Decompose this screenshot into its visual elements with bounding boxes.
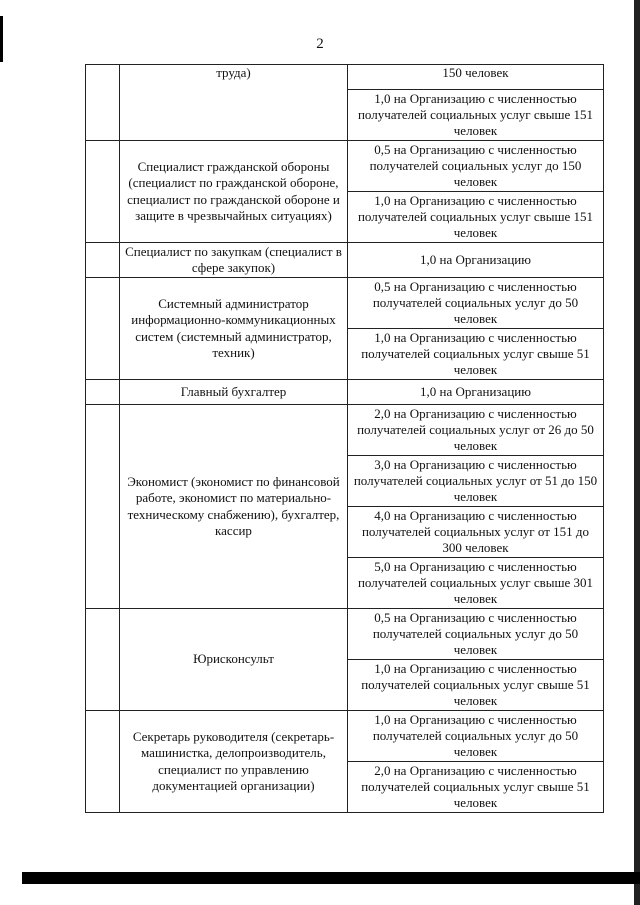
norm-text: 0,5 на Организацию с численностью получателей социальных услуг до 50 человек — [372, 278, 579, 327]
number-cell — [86, 609, 120, 711]
position-cell — [120, 243, 348, 278]
table-row — [86, 65, 604, 90]
number-cell — [86, 65, 120, 141]
scan-bottom-border — [22, 872, 640, 884]
position-name: Специалист гражданской обороны (специалист по гражданской обороне, специалист по гражданской обороне и защите в чрезвычайных ситуациях) — [127, 158, 340, 223]
norm-cell — [348, 380, 604, 405]
norm-text: 0,5 на Организацию с численностью получателей социальных услуг до 50 человек — [372, 609, 579, 658]
norm-text: 1,0 на Организацию с численностью получателей социальных услуг свыше 51 человек — [361, 660, 590, 709]
position-name: Специалист по закупкам (специалист в сфере закупок) — [125, 243, 342, 275]
norm-cell — [348, 243, 604, 278]
norm-cell — [348, 90, 604, 141]
norm-cell — [348, 711, 604, 762]
position-name: Главный бухгалтер — [180, 383, 287, 399]
norm-text: 1,0 на Организацию — [420, 383, 531, 399]
norm-text: 3,0 на Организацию с численностью получателей социальных услуг от 51 до 150 человек — [353, 456, 598, 505]
norm-cell — [348, 507, 604, 558]
scan-edge-right — [634, 0, 640, 905]
norm-text: 2,0 на Организацию с численностью получателей социальных услуг от 26 до 50 человек — [357, 405, 594, 454]
norm-cell — [348, 456, 604, 507]
position-cell — [120, 141, 348, 243]
table-row — [86, 711, 604, 762]
table-row — [86, 141, 604, 192]
position-cell — [120, 405, 348, 609]
norm-cell — [348, 609, 604, 660]
position-name: Экономист (экономист по финансовой работе, экономист по материально-техническому снабжению), бухгалтер, кассир — [127, 473, 340, 538]
norm-cell — [348, 65, 604, 90]
norm-text: 1,0 на Организацию с численностью получателей социальных услуг свыше 51 человек — [361, 329, 590, 378]
norm-text: 1,0 на Организацию с численностью получателей социальных услуг свыше 151 человек — [357, 90, 594, 139]
norm-cell — [348, 405, 604, 456]
table-row — [86, 278, 604, 329]
norm-cell — [348, 660, 604, 711]
norm-cell — [348, 329, 604, 380]
norm-text: 0,5 на Организацию с численностью получателей социальных услуг до 150 человек — [369, 141, 582, 190]
table-row — [86, 609, 604, 660]
norm-cell — [348, 278, 604, 329]
position-cell — [120, 380, 348, 405]
number-cell — [86, 141, 120, 243]
staffing-table — [85, 64, 604, 813]
number-cell — [86, 711, 120, 813]
number-cell — [86, 405, 120, 609]
table-row — [86, 380, 604, 405]
position-cell — [120, 65, 348, 141]
number-cell — [86, 278, 120, 380]
norm-text: 1,0 на Организацию с численностью получателей социальных услуг до 50 человек — [372, 711, 579, 760]
table-row — [86, 405, 604, 456]
norm-cell — [348, 762, 604, 813]
norm-cell — [348, 192, 604, 243]
norm-text: 2,0 на Организацию с численностью получателей социальных услуг свыше 51 человек — [361, 762, 590, 811]
norm-text: 5,0 на Организацию с численностью получателей социальных услуг свыше 301 человек — [357, 558, 594, 607]
page-number: 2 — [316, 36, 324, 52]
norm-text: 150 человек — [442, 65, 509, 80]
norm-text: 1,0 на Организацию — [420, 251, 531, 267]
norm-text: 1,0 на Организацию с численностью получателей социальных услуг свыше 151 человек — [357, 192, 594, 241]
position-name: Системный администратор информационно-коммуникационных систем (системный администратор, техник) — [131, 295, 336, 360]
norm-cell — [348, 558, 604, 609]
position-cell — [120, 711, 348, 813]
norm-cell — [348, 141, 604, 192]
position-name: труда) — [216, 65, 251, 80]
position-name: Юрисконсульт — [193, 651, 274, 667]
number-cell — [86, 380, 120, 405]
table-row — [86, 243, 604, 278]
position-cell — [120, 609, 348, 711]
position-cell — [120, 278, 348, 380]
position-name: Секретарь руководителя (секретарь-машинистка, делопроизводитель, специалист по управлению документацией организации) — [132, 728, 335, 793]
norm-text: 4,0 на Организацию с численностью получателей социальных услуг от 151 до 300 человек — [361, 507, 590, 556]
number-cell — [86, 243, 120, 278]
